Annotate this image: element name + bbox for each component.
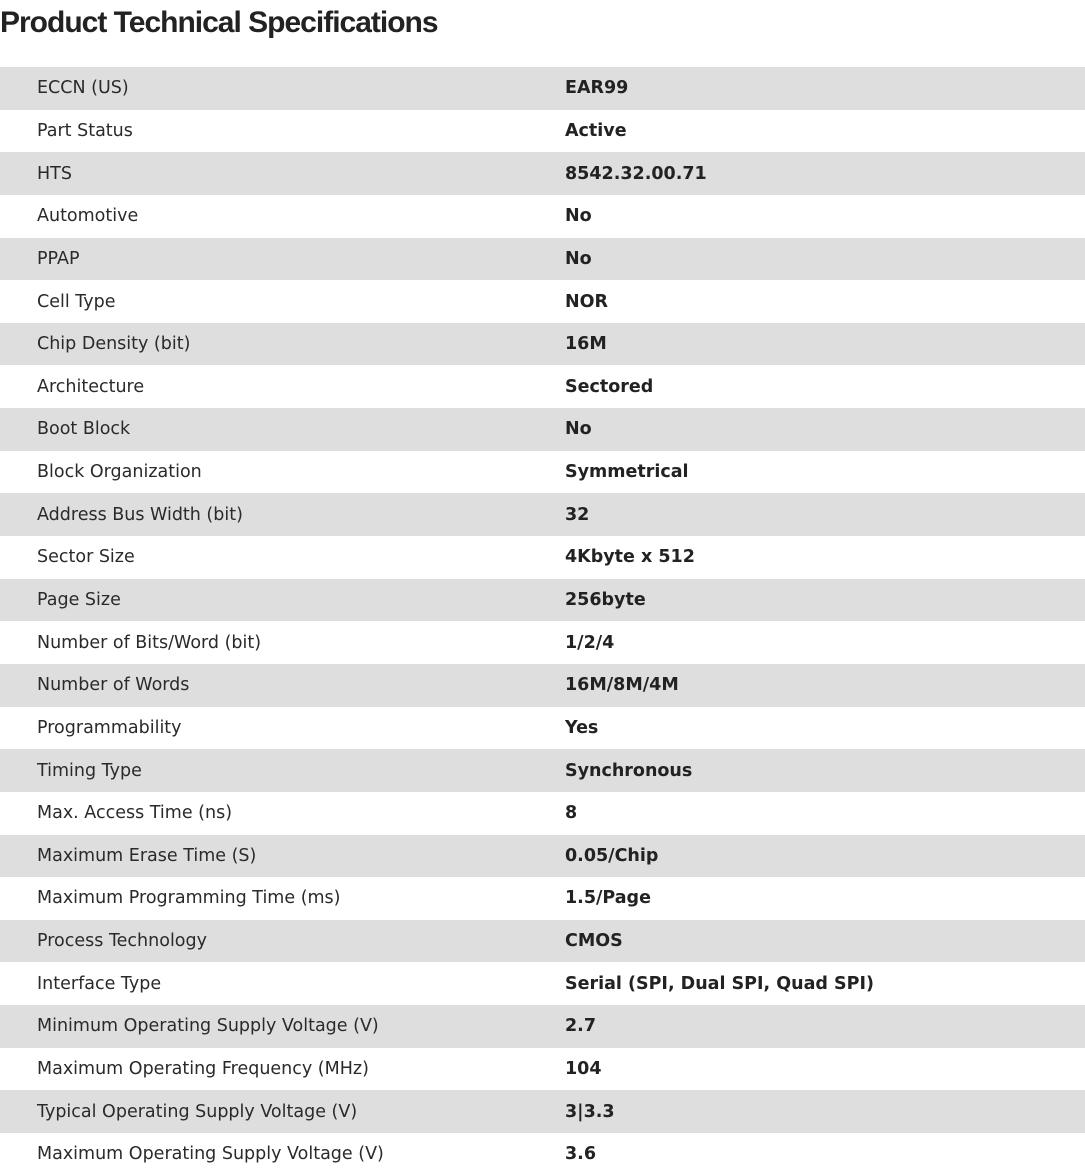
spec-label: ECCN (US) bbox=[37, 78, 129, 99]
spec-label: Architecture bbox=[37, 376, 145, 397]
spec-value: Yes bbox=[565, 717, 599, 738]
spec-row bbox=[0, 408, 1085, 451]
spec-label: Typical Operating Supply Voltage (V) bbox=[37, 1101, 358, 1122]
spec-value: 3|3.3 bbox=[565, 1101, 615, 1122]
spec-row bbox=[0, 1048, 1085, 1091]
spec-label: Minimum Operating Supply Voltage (V) bbox=[37, 1016, 379, 1037]
spec-value: 1/2/4 bbox=[565, 632, 615, 653]
spec-value: Active bbox=[565, 120, 627, 141]
spec-row bbox=[0, 280, 1085, 323]
spec-row bbox=[0, 579, 1085, 622]
spec-row bbox=[0, 1133, 1085, 1176]
spec-value: 16M/8M/4M bbox=[565, 675, 679, 696]
spec-row bbox=[0, 536, 1085, 579]
spec-label: Number of Words bbox=[37, 675, 190, 696]
spec-value: 32 bbox=[565, 504, 590, 525]
spec-value: Sectored bbox=[565, 376, 654, 397]
spec-value: No bbox=[565, 419, 592, 440]
spec-label: Programmability bbox=[37, 717, 182, 738]
spec-row bbox=[0, 707, 1085, 750]
spec-row bbox=[0, 621, 1085, 664]
spec-label: Cell Type bbox=[37, 291, 116, 312]
spec-row bbox=[0, 110, 1085, 153]
spec-table bbox=[0, 67, 1085, 1176]
spec-label: Page Size bbox=[37, 590, 121, 610]
spec-label: PPAP bbox=[37, 248, 80, 269]
spec-row bbox=[0, 792, 1085, 835]
spec-value: 1.5/Page bbox=[565, 888, 651, 909]
spec-row bbox=[0, 152, 1085, 195]
spec-label: Block Organization bbox=[37, 462, 202, 483]
spec-label: Timing Type bbox=[37, 760, 142, 781]
spec-label: Automotive bbox=[37, 206, 139, 227]
spec-label: Address Bus Width (bit) bbox=[37, 504, 243, 525]
spec-label: Sector Size bbox=[37, 547, 135, 568]
spec-value: 104 bbox=[565, 1059, 602, 1080]
spec-label: Interface Type bbox=[37, 973, 162, 994]
spec-label: Number of Bits/Word (bit) bbox=[37, 632, 262, 653]
spec-row bbox=[0, 493, 1085, 536]
spec-row bbox=[0, 1005, 1085, 1048]
spec-value: Symmetrical bbox=[565, 462, 689, 483]
spec-label: Chip Density (bit) bbox=[37, 334, 191, 355]
spec-value: Synchronous bbox=[565, 760, 693, 781]
spec-row bbox=[0, 67, 1085, 110]
spec-label: Max. Access Time (ns) bbox=[37, 803, 233, 824]
spec-value: Serial (SPI, Dual SPI, Quad SPI) bbox=[565, 973, 874, 994]
spec-value: No bbox=[565, 248, 592, 269]
spec-value: CMOS bbox=[565, 931, 623, 952]
spec-row bbox=[0, 664, 1085, 707]
spec-row bbox=[0, 749, 1085, 792]
spec-value: No bbox=[565, 206, 592, 227]
spec-label: Maximum Programming Time (ms) bbox=[37, 888, 341, 909]
spec-value: 2.7 bbox=[565, 1016, 597, 1037]
spec-value: 4Kbyte x 512 bbox=[565, 547, 695, 568]
spec-label: HTS bbox=[37, 163, 72, 184]
spec-row bbox=[0, 920, 1085, 963]
spec-value: NOR bbox=[565, 291, 608, 312]
spec-label: Maximum Operating Supply Voltage (V) bbox=[37, 1144, 384, 1165]
spec-value: 16M bbox=[565, 334, 607, 355]
spec-row bbox=[0, 323, 1085, 366]
spec-row bbox=[0, 835, 1085, 878]
spec-value: 0.05/Chip bbox=[565, 845, 659, 866]
spec-value: 8542.32.00.71 bbox=[565, 163, 707, 184]
spec-row bbox=[0, 195, 1085, 238]
spec-label: Process Technology bbox=[37, 931, 207, 952]
page-title: Product Technical Specifications bbox=[0, 6, 438, 39]
spec-row bbox=[0, 962, 1085, 1005]
spec-row bbox=[0, 238, 1085, 281]
spec-value: 8 bbox=[565, 803, 578, 824]
spec-label: Part Status bbox=[37, 120, 133, 141]
spec-label: Maximum Erase Time (S) bbox=[37, 845, 257, 866]
spec-row bbox=[0, 365, 1085, 408]
spec-row bbox=[0, 1090, 1085, 1133]
spec-value: EAR99 bbox=[565, 78, 629, 99]
spec-label: Maximum Operating Frequency (MHz) bbox=[37, 1059, 369, 1080]
spec-row bbox=[0, 877, 1085, 920]
spec-value: 3.6 bbox=[565, 1144, 597, 1165]
spec-label: Boot Block bbox=[37, 419, 131, 440]
spec-row bbox=[0, 451, 1085, 494]
spec-value: 256byte bbox=[565, 590, 646, 610]
